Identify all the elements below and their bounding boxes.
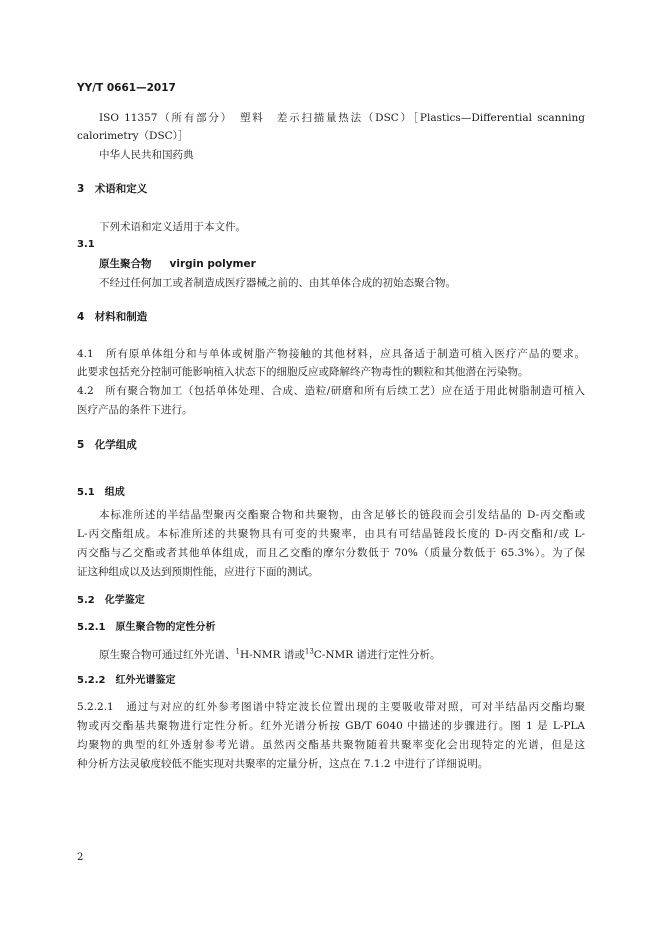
para-5-2-1-mid: H-NMR 谱或 [239,649,305,661]
page-number: 2 [77,852,84,863]
para-4-1-line2: 此要求包括充分控制可能影响植入状态下的细胞反应或降解终产物毒性的颗粒和其他潜在污染物。 [77,366,529,378]
para-5-2-2-1-line1: 5.2.2.1 通过与对应的红外参考图谱中特定波长位置出现的主要吸收带对照，可对半结晶丙交酯均聚 [77,701,585,713]
section-4-title: 4 材料和制造 [77,311,148,323]
section-5-2-1-title: 5.2.1 原生聚合物的定性分析 [77,622,216,633]
term-cn: 原生聚合物 [99,258,152,270]
section-5-1-title: 5.1 组成 [77,487,125,498]
para-4-2-line2: 医疗产品的条件下进行。 [77,404,193,416]
para-5-1-line1: 本标准所述的半结晶型聚丙交酯聚合物和共聚物，由含足够长的链段而会引发结晶的 D-丙交酯或 [99,509,585,521]
doc-code-header: YY/T 0661—2017 [77,82,176,94]
para-5-2-1-pre: 原生聚合物可通过红外光谱、 [99,649,236,661]
section-5-2-title: 5.2 化学鉴定 [77,595,145,606]
term-3-1-heading [99,259,256,270]
para-4-1-line1: 4.1 所有原单体组分和与单体或树脂产物接触的其他材料，应具备适于制造可植入医疗产品的要求。 [77,348,585,360]
ref-iso-line2: calorimetry（DSC）］ [77,130,189,142]
ref-pharmacopoeia: 中华人民共和国药典 [99,149,194,161]
para-5-2-2-1-line3: 均聚物的典型的红外透射参考光谱。虽然丙交酯基共聚物随着共聚率变化会出现特定的光谱，但是这 [77,739,585,751]
term-en: virgin polymer [169,258,256,270]
para-5-2-2-1-line4: 种分析方法灵敏度较低不能实现对共聚率的定量分析，这点在 7.1.2 中进行了详细说明。 [77,758,489,770]
section-5-2-2-title: 5.2.2 红外光谱鉴定 [77,675,176,686]
term-3-1-definition: 不经过任何加工或者制造成医疗器械之前的、由其单体合成的初始态聚合物。 [99,277,456,289]
ref-iso-line1: ISO 11357（所有部分） 塑料 差示扫描量热法（DSC）［Plastics—Differential scanning [99,112,585,124]
section-3-intro: 下列术语和定义适用于本文件。 [99,221,246,233]
term-3-1-number: 3.1 [77,239,95,250]
para-5-1-line4: 证这种组成以及达到预期性能，应进行下面的测试。 [77,566,319,578]
superscript-1: 1 [235,647,240,656]
para-5-2-1-post: C-NMR 谱进行定性分析。 [313,649,441,661]
para-5-2-1 [99,647,441,661]
para-5-1-line2: L-丙交酯组成。本标准所述的共聚物具有可变的共聚率，由具有可结晶链段长度的 D-丙交酯和/或 L- [77,528,585,540]
para-4-2-line1: 4.2 所有聚合物加工（包括单体处理、合成、造粒/研磨和所有后续工艺）应在适于用此树脂制造可植入 [77,385,585,397]
para-5-2-2-1-line2: 物或丙交酯基共聚物进行定性分析。红外光谱分析按 GB/T 6040 中描述的步骤进行。图 1 是 L-PLA [77,720,585,732]
section-3-title: 3 术语和定义 [77,183,148,195]
superscript-13: 13 [304,647,314,656]
para-5-1-line3: 丙交酯与乙交酯或者其他单体组成，而且乙交酯的摩尔分数低于 70%（质量分数低于 65.3%）。为了保 [77,547,585,559]
section-5-title: 5 化学组成 [77,439,137,451]
